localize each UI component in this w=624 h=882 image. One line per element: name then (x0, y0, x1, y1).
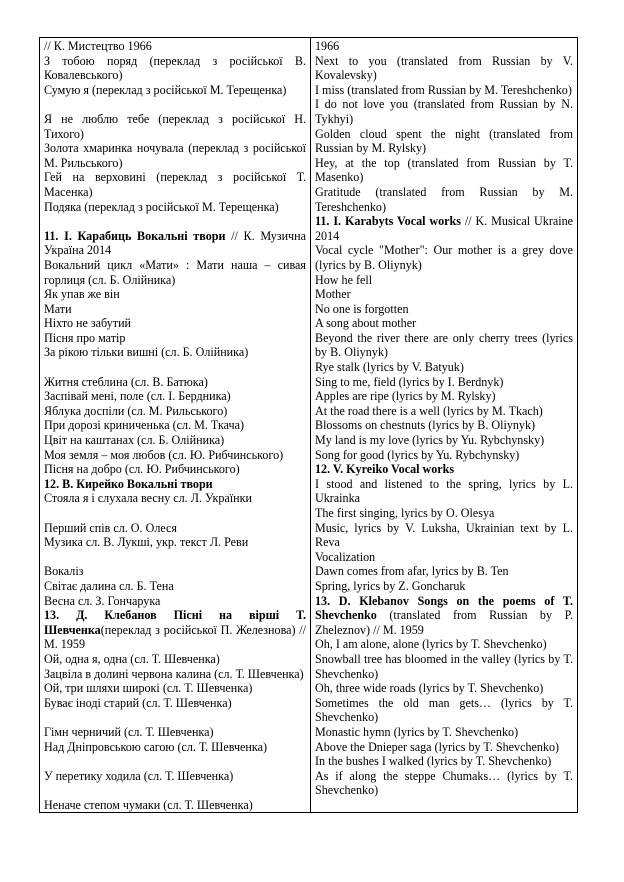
list-item (315, 652, 573, 681)
list-item (44, 491, 306, 506)
section-heading (315, 594, 573, 638)
entry-text: (translated from Russian by P. Zheleznov) // M. 1959 (315, 608, 573, 637)
entry-text: Сумую я (переклад з російської М. Терещенка) (44, 82, 287, 97)
entry-text: З тобою поряд (переклад з російської В. Ковалевського) (44, 53, 306, 83)
entry-text: I miss (translated from Russian by M. Tereshchenko) (315, 82, 572, 97)
list-item (315, 287, 573, 302)
list-item (44, 433, 306, 448)
list-item (44, 725, 306, 740)
entry-text: Світає далина сл. Б. Тена (44, 578, 174, 593)
entry-text: A song about mother (315, 316, 417, 331)
list-item (315, 564, 573, 579)
list-item (315, 54, 573, 83)
entry-text: Apples are ripe (lyrics by M. Rylsky) (315, 389, 496, 404)
list-item (315, 754, 573, 769)
entry-text: Mother (315, 287, 351, 302)
entry-text: Цвіт на каштанах (сл. Б. Олійника) (44, 433, 225, 448)
list-item (315, 39, 573, 54)
entry-text: Ніхто не забутий (44, 316, 132, 331)
list-item (44, 579, 306, 594)
entry-text: (переклад з російської П. Железнова) // М. 1959 (44, 622, 306, 652)
entry-text: Beyond the river there are only cherry trees (lyrics by B. Oliynyk) (315, 330, 573, 360)
list-item (44, 564, 306, 579)
entry-text: Song for good (lyrics by Yu. Rybchynsky) (315, 447, 520, 462)
list-item (44, 740, 306, 755)
entry-text: 1966 (315, 39, 340, 53)
section-heading (315, 214, 573, 243)
list-item (315, 769, 573, 798)
entry-text: Стояла я і слухала весну сл. Л. Українки (44, 491, 252, 506)
entry-text: Я не люблю тебе (переклад з російської Н. Тихого) (44, 111, 306, 141)
entry-text: No one is forgotten (315, 301, 409, 316)
list-item (44, 39, 306, 54)
entry-text: Above the Dnieper saga (lyrics by T. Shevchenko) (315, 739, 560, 754)
section-title: 13. Д. Клебанов Пісні на вірші Т. Шевченка (44, 608, 306, 637)
list-item (315, 97, 573, 126)
list-item (315, 506, 573, 521)
section-title: 11. І. Карабиць Вокальні твори (44, 228, 226, 243)
entry-text: Snowball tree has bloomed in the valley (lyrics by T. Shevchenko) (315, 651, 573, 681)
entry-text: Gratitude (translated from Russian by M. Tereshchenko) (315, 184, 573, 214)
list-item (315, 448, 573, 463)
list-item (315, 696, 573, 725)
entry-text: I stood and listened to the spring, lyrics by L. Ukrainka (315, 476, 573, 506)
list-item (44, 83, 306, 98)
table-row (40, 38, 578, 813)
list-item (44, 681, 306, 696)
entry-text: Як упав же він (44, 287, 120, 302)
list-item (44, 170, 306, 199)
section-title: 12. V. Kyreiko Vocal works (315, 462, 455, 477)
list-item (44, 54, 306, 83)
list-item (44, 112, 306, 141)
section-title: 13. D. Klebanov Songs on the poems of T. Shevchenko (315, 593, 573, 623)
entry-text: За рікою тільки вишні (сл. Б. Олійника) (44, 345, 249, 360)
entry-text: Неначе степом чумаки (сл. Т. Шевченка) (44, 797, 253, 812)
list-item (44, 418, 306, 433)
entry-text: Вокаліз (44, 564, 84, 579)
list-item (315, 273, 573, 288)
list-item (44, 652, 306, 667)
entry-text: Ой, три шляхи широкі (сл. Т. Шевченка) (44, 681, 253, 696)
list-item (315, 637, 573, 652)
entry-text: Весна сл. З. Гончарука (44, 593, 161, 608)
list-item (315, 185, 573, 214)
section-title: 12. В. Кирейко Вокальні твори (44, 476, 213, 491)
entry-text: Next to you (translated from Russian by V. Kovalevsky) (315, 53, 573, 83)
entry-text: Sometimes the old man gets… (lyrics by T. Shevchenko) (315, 695, 573, 725)
list-item (315, 521, 573, 550)
list-item (315, 316, 573, 331)
list-item (44, 404, 306, 419)
entry-text: Пісня про матір (44, 330, 126, 345)
list-item (315, 156, 573, 185)
list-item (315, 477, 573, 506)
entry-text: Перший спів сл. О. Олеся (44, 520, 177, 535)
entry-text: The first singing, lyrics by O. Olesya (315, 506, 495, 520)
section-heading (44, 229, 306, 258)
list-item (44, 316, 306, 331)
entry-text: At the road there is a well (lyrics by M. Tkach) (315, 403, 543, 418)
list-item (315, 418, 573, 433)
entry-text: Golden cloud spent the night (translated from Russian by M. Rylsky) (315, 126, 573, 156)
list-item (44, 302, 306, 317)
list-item (315, 740, 573, 755)
entry-text: При дорозі криниченька (сл. М. Ткача) (44, 418, 245, 433)
entry-text: Music, lyrics by V. Luksha, Ukrainian text by L. Reva (315, 520, 573, 550)
entry-text: Dawn comes from afar, lyrics by B. Ten (315, 564, 509, 579)
list-item (315, 433, 573, 448)
entry-text: Blossoms on chestnuts (lyrics by B. Oliynyk) (315, 418, 536, 433)
list-item (315, 243, 573, 272)
list-item (44, 141, 306, 170)
list-item (315, 360, 573, 375)
english-column (311, 38, 578, 813)
list-item (44, 200, 306, 215)
entry-text: Яблука доспіли (сл. М. Рильського) (44, 403, 228, 418)
list-item (44, 375, 306, 390)
section-heading (315, 462, 573, 477)
section-heading (44, 608, 306, 652)
list-item (315, 725, 573, 740)
list-item (44, 696, 306, 711)
list-item (315, 404, 573, 419)
entry-text: // K. Musical Ukraine 2014 (315, 214, 573, 243)
list-item (44, 594, 306, 609)
entry-text: Rye stalk (lyrics by V. Batyuk) (315, 360, 464, 375)
document-page (39, 37, 573, 813)
list-item (315, 579, 573, 594)
entry-text: Sing to me, field (lyrics by I. Berdnyk) (315, 374, 504, 389)
entry-text: Моя земля – моя любов (сл. Ю. Рибчинського) (44, 447, 284, 462)
list-item (44, 389, 306, 404)
entry-text: Hey, at the top (translated from Russian by T. Masenko) (315, 155, 573, 185)
entry-text: Spring, lyrics by Z. Goncharuk (315, 578, 466, 593)
list-item (44, 462, 306, 477)
list-item (315, 389, 573, 404)
list-item (315, 550, 573, 565)
list-item (315, 681, 573, 696)
list-item (44, 535, 306, 550)
entry-text: Житня стеблина (сл. В. Батюка) (44, 374, 208, 389)
entry-text: Гімн черничий (сл. Т. Шевченка) (44, 724, 214, 739)
section-heading (44, 477, 306, 492)
entry-text: Пісня на добро (сл. Ю. Рибчинського) (44, 462, 240, 477)
entry-text: Музика сл. В. Лукші, укр. текст Л. Реви (44, 535, 249, 550)
entry-text: Над Дніпровською сагою (сл. Т. Шевченка) (44, 739, 267, 754)
list-item (44, 667, 306, 682)
entry-text: As if along the steppe Chumaks… (lyrics by T. Shevchenko) (315, 768, 573, 798)
entry-text: In the bushes I walked (lyrics by T. Shevchenko) (315, 754, 552, 769)
entry-text: Monastic hymn (lyrics by T. Shevchenko) (315, 724, 519, 739)
entry-text: Вокальний цикл «Мати» : Мати наша – сивая горлиця (сл. Б. Олійника) (44, 257, 306, 287)
ukrainian-column (40, 38, 311, 813)
entry-text: Заспівай мені, поле (сл. І. Бердника) (44, 389, 231, 404)
list-item (44, 287, 306, 302)
entry-text: Vocal cycle "Mother": Our mother is a grey dove (lyrics by B. Oliynyk) (315, 243, 573, 272)
entry-text: My land is my love (lyrics by Yu. Rybchynsky) (315, 433, 545, 448)
entry-text: // К. Музична Україна 2014 (44, 228, 306, 258)
entry-text: Oh, I am alone, alone (lyrics by T. Shevchenko) (315, 637, 547, 652)
list-item (315, 127, 573, 156)
entry-text: Золота хмаринка ночувала (переклад з російської М. Рильського) (44, 141, 306, 170)
list-item (44, 345, 306, 360)
list-item (315, 331, 573, 360)
list-item (315, 83, 573, 98)
entry-text: I do not love you (translated from Russian by N. Tykhyi) (315, 97, 573, 126)
entry-text: Зацвіла в долині червона калина (сл. Т. Шевченка) (44, 666, 304, 681)
entry-text: Мати (44, 301, 72, 316)
list-item (44, 331, 306, 346)
list-item (44, 448, 306, 463)
list-item (44, 521, 306, 536)
entry-text: Oh, three wide roads (lyrics by T. Shevchenko) (315, 681, 544, 696)
entry-text: Буває іноді старий (сл. Т. Шевченка) (44, 695, 232, 710)
entry-text: How he fell (315, 272, 373, 287)
entry-text: // К. Мистецтво 1966 (44, 39, 152, 53)
entry-text: Гей на верховині (переклад з російської Т. Масенка) (44, 170, 306, 199)
list-item (315, 375, 573, 390)
entry-text: Подяка (переклад з російської М. Терещенка) (44, 199, 279, 214)
list-item (44, 769, 306, 784)
list-item (44, 798, 306, 813)
entry-text: Ой, одна я, одна (сл. Т. Шевченка) (44, 651, 220, 666)
translation-table (39, 37, 578, 813)
list-item (44, 258, 306, 287)
entry-text: Vocalization (315, 549, 376, 564)
section-title: 11. I. Karabyts Vocal works (315, 214, 461, 229)
list-item (315, 302, 573, 317)
entry-text: У перетику ходила (сл. Т. Шевченка) (44, 768, 234, 783)
